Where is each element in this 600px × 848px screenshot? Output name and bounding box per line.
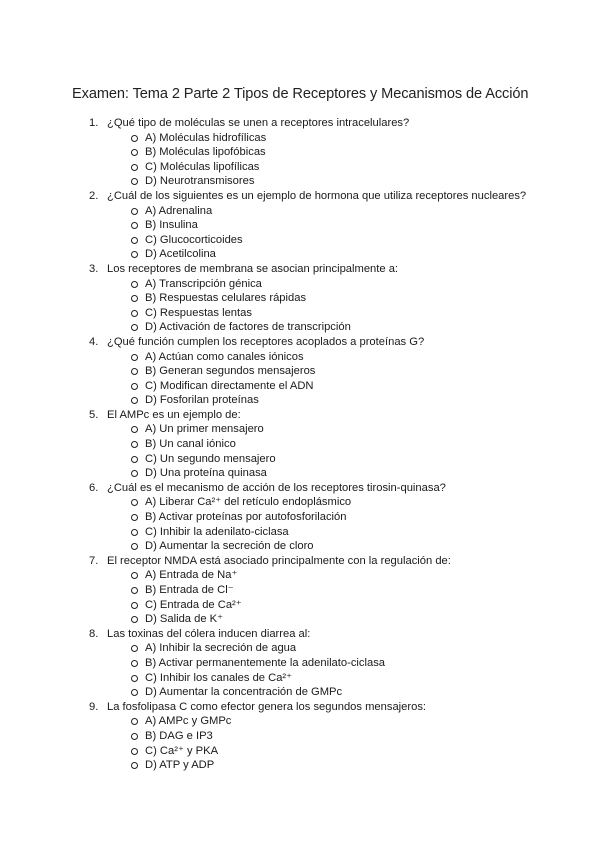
answer-option-text: C) Entrada de Ca²⁺ xyxy=(145,598,242,611)
question-text: ¿Cuál de los siguientes es un ejemplo de hormona que utiliza receptores nucleares? xyxy=(107,189,527,202)
circle-bullet-icon xyxy=(131,470,138,477)
circle-bullet-icon xyxy=(131,660,138,667)
question-text: La fosfolipasa C como efector genera los segundos mensajeros: xyxy=(107,700,427,713)
question-number: 1. xyxy=(89,117,99,129)
circle-bullet-icon xyxy=(131,616,138,623)
circle-bullet-icon xyxy=(131,354,138,361)
question-2 xyxy=(0,189,600,262)
question-line xyxy=(0,262,600,277)
answer-option xyxy=(0,612,600,627)
answer-option xyxy=(0,452,600,467)
question-line xyxy=(0,408,600,423)
circle-bullet-icon xyxy=(131,426,138,433)
question-number: 3. xyxy=(89,262,99,275)
circle-bullet-icon xyxy=(131,149,138,156)
answer-option xyxy=(0,539,600,554)
answer-option xyxy=(0,466,600,481)
answer-option-text: D) Aumentar la secreción de cloro xyxy=(145,540,314,553)
question-9 xyxy=(0,700,600,773)
circle-bullet-icon xyxy=(131,689,138,696)
answer-option-text: D) Una proteína quinasa xyxy=(145,467,267,480)
answer-option-text: C) Respuestas lentas xyxy=(145,306,252,319)
answer-option xyxy=(0,422,600,437)
circle-bullet-icon xyxy=(131,733,138,740)
question-5 xyxy=(0,408,600,481)
answer-option xyxy=(0,291,600,306)
answer-option xyxy=(0,233,600,248)
answer-option xyxy=(0,568,600,583)
answer-option-text: B) Moléculas lipofóbicas xyxy=(145,146,266,159)
answer-option xyxy=(0,729,600,744)
circle-bullet-icon xyxy=(131,208,138,215)
circle-bullet-icon xyxy=(131,383,138,390)
answer-option-text: D) Fosforilan proteínas xyxy=(145,394,259,407)
answer-option xyxy=(0,641,600,656)
question-text: El receptor NMDA está asociado principalmente con la regulación de: xyxy=(107,554,451,567)
answer-option xyxy=(0,160,600,175)
question-number: 7. xyxy=(89,554,99,567)
answer-option-text: A) Liberar Ca²⁺ del retículo endoplásmico xyxy=(145,496,352,509)
answer-option xyxy=(0,320,600,335)
answer-option xyxy=(0,583,600,598)
answer-option-text: D) Activación de factores de transcripción xyxy=(145,321,351,334)
question-3 xyxy=(0,262,600,335)
question-8 xyxy=(0,627,600,700)
question-number: 9. xyxy=(89,700,99,713)
circle-bullet-icon xyxy=(131,368,138,375)
answer-option xyxy=(0,685,600,700)
answer-option-text: B) Respuestas celulares rápidas xyxy=(145,292,307,305)
circle-bullet-icon xyxy=(131,281,138,288)
answer-option-text: C) Inhibir los canales de Ca²⁺ xyxy=(145,671,293,684)
circle-bullet-icon xyxy=(131,222,138,229)
answer-option-text: C) Inhibir la adenilato-ciclasa xyxy=(145,525,289,538)
question-list xyxy=(0,116,600,773)
circle-bullet-icon xyxy=(131,135,138,142)
question-line xyxy=(0,554,600,569)
circle-bullet-icon xyxy=(131,251,138,258)
answer-option xyxy=(0,247,600,262)
answer-option xyxy=(0,671,600,686)
circle-bullet-icon xyxy=(131,456,138,463)
question-number: 4. xyxy=(89,335,99,348)
circle-bullet-icon xyxy=(131,295,138,302)
answer-option-text: C) Glucocorticoides xyxy=(145,233,243,246)
circle-bullet-icon xyxy=(131,718,138,725)
answer-option-text: A) Moléculas hidrofílicas xyxy=(145,131,267,144)
answer-option xyxy=(0,525,600,540)
answer-option xyxy=(0,379,600,394)
answer-option-text: B) DAG e IP3 xyxy=(145,729,213,742)
question-7 xyxy=(0,554,600,627)
answer-option-text: A) Inhibir la secreción de agua xyxy=(145,642,297,655)
answer-option xyxy=(0,758,600,773)
circle-bullet-icon xyxy=(131,529,138,536)
answer-option xyxy=(0,174,600,189)
circle-bullet-icon xyxy=(131,164,138,171)
question-text: El AMPc es un ejemplo de: xyxy=(107,408,241,421)
answer-option xyxy=(0,393,600,408)
circle-bullet-icon xyxy=(131,310,138,317)
answer-option xyxy=(0,131,600,146)
answer-option-text: D) Salida de K⁺ xyxy=(145,613,224,626)
circle-bullet-icon xyxy=(131,748,138,755)
answer-option xyxy=(0,364,600,379)
question-line xyxy=(0,700,600,715)
question-line xyxy=(0,189,600,204)
circle-bullet-icon xyxy=(131,762,138,769)
answer-option-text: A) Un primer mensajero xyxy=(145,423,264,436)
page-title: Examen: Tema 2 Parte 2 Tipos de Receptores y Mecanismos de Acción xyxy=(72,86,529,102)
answer-option-text: A) AMPc y GMPc xyxy=(145,715,232,728)
answer-option-text: D) ATP y ADP xyxy=(145,759,215,772)
answer-option xyxy=(0,306,600,321)
question-number: 5. xyxy=(89,408,99,421)
answer-option-text: B) Insulina xyxy=(145,219,198,232)
answer-option xyxy=(0,204,600,219)
answer-option-text: D) Acetilcolina xyxy=(145,248,216,261)
circle-bullet-icon xyxy=(131,543,138,550)
answer-option xyxy=(0,714,600,729)
answer-option-text: B) Generan segundos mensajeros xyxy=(145,365,316,378)
answer-option xyxy=(0,277,600,292)
answer-option xyxy=(0,145,600,160)
question-number: 6. xyxy=(89,481,99,494)
circle-bullet-icon xyxy=(131,324,138,331)
circle-bullet-icon xyxy=(131,587,138,594)
answer-option-text: B) Activar permanentemente la adenilato-ciclasa xyxy=(145,656,386,669)
question-number: 8. xyxy=(89,627,99,640)
question-1 xyxy=(0,116,600,189)
answer-option xyxy=(0,744,600,759)
answer-option-text: C) Ca²⁺ y PKA xyxy=(145,744,219,757)
answer-option xyxy=(0,656,600,671)
answer-option-text: A) Entrada de Na⁺ xyxy=(145,569,238,582)
question-text: Los receptores de membrana se asocian principalmente a: xyxy=(107,262,399,275)
question-6 xyxy=(0,481,600,554)
answer-option-text: B) Activar proteínas por autofosforilación xyxy=(145,511,347,524)
answer-option xyxy=(0,495,600,510)
circle-bullet-icon xyxy=(131,572,138,579)
circle-bullet-icon xyxy=(131,675,138,682)
circle-bullet-icon xyxy=(131,397,138,404)
answer-option-text: A) Actúan como canales iónicos xyxy=(145,350,304,363)
question-line xyxy=(0,627,600,642)
answer-option xyxy=(0,350,600,365)
circle-bullet-icon xyxy=(131,441,138,448)
answer-option-text: C) Un segundo mensajero xyxy=(145,452,276,465)
question-4 xyxy=(0,335,600,408)
circle-bullet-icon xyxy=(131,178,138,185)
answer-option-text: D) Aumentar la concentración de GMPc xyxy=(145,686,343,699)
answer-option-text: A) Adrenalina xyxy=(145,204,213,217)
circle-bullet-icon xyxy=(131,237,138,244)
question-line xyxy=(0,116,600,131)
circle-bullet-icon xyxy=(131,602,138,609)
answer-option-text: C) Modifican directamente el ADN xyxy=(145,379,314,392)
answer-option-text: A) Transcripción génica xyxy=(145,277,262,290)
question-number: 2. xyxy=(89,189,99,202)
question-line xyxy=(0,481,600,496)
circle-bullet-icon xyxy=(131,645,138,652)
question-text: Las toxinas del cólera inducen diarrea al: xyxy=(107,627,311,640)
question-text: ¿Cuál es el mecanismo de acción de los receptores tirosin-quinasa? xyxy=(107,481,446,494)
answer-option-text: B) Un canal iónico xyxy=(145,438,236,451)
question-line xyxy=(0,335,600,350)
answer-option xyxy=(0,437,600,452)
answer-option xyxy=(0,598,600,613)
answer-option xyxy=(0,218,600,233)
answer-option xyxy=(0,510,600,525)
question-text: ¿Qué función cumplen los receptores acoplados a proteínas G? xyxy=(107,335,425,348)
question-text: ¿Qué tipo de moléculas se unen a receptores intracelulares? xyxy=(107,117,410,129)
answer-option-text: C) Moléculas lipofílicas xyxy=(145,160,260,173)
circle-bullet-icon xyxy=(131,514,138,521)
answer-option-text: D) Neurotransmisores xyxy=(145,175,255,188)
answer-option-text: B) Entrada de Cl⁻ xyxy=(145,584,234,596)
circle-bullet-icon xyxy=(131,499,138,506)
